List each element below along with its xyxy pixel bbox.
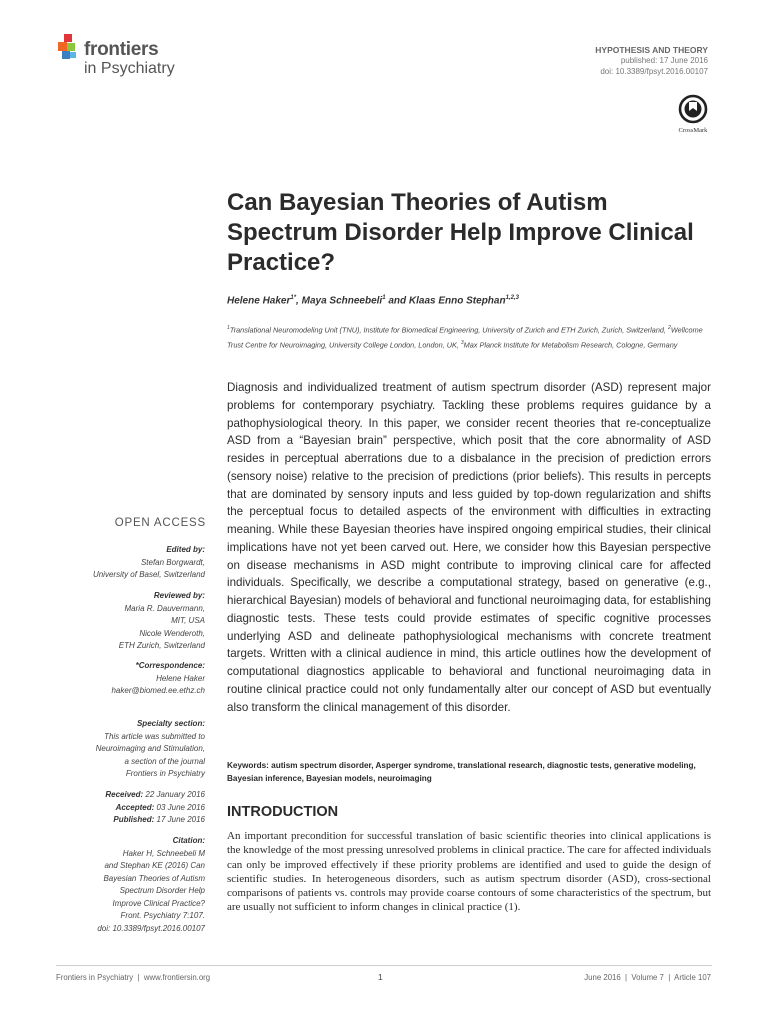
abstract: Diagnosis and individualized treatment of autism spectrum disorder (ASD) represent major problems for contemporary psychiatry. Tackling these problems requires guidance by a pathophysiological theory. In this paper, we consider recent theories that re-conceptualize ASD from a “Bayesian brain” perspective, which posit that the core abnormality of ASD resides in perceptual aberrations due to a disbalance in the precision of prediction errors (sensory noise) relative to the precision of predictions (prior beliefs). This results in percepts that are dominated by sensory inputs and less guided by top-down regularization and shifts the perceptual focus to detailed aspects of the environment with difficulties in extracting meaning. While these Bayesian theories have inspired ongoing empirical studies, their clinical implications have not yet been carved out. Here, we consider how this Bayesian perspective on disease mechanisms in ASD might contribute to improving clinical care for affected individuals. Specifically, we describe a computational strategy, based on generative (e.g., hierarchical Bayesian) models of behavioral and functional neuroimaging data, for establishing diagnostic tests. These tests could provide estimates of specific cognitive processes underlying ASD and delineate pathophysiological mechanisms with concrete treatment targets. Written with a clinical audience in mind, this article outlines how the development of computational diagnostics applicable to behavioral and functional neuroimaging data in routine clinical practice could not only fundamentally alter our concept of ASD but eventually also transform the clinical management of this disorder. [227, 381, 711, 714]
specialty-line: Frontiers in Psychiatry [125, 769, 205, 778]
accepted-date: 03 June 2016 [156, 802, 205, 812]
affiliation-mark: 1 [227, 325, 230, 331]
accepted-label: Accepted: [115, 802, 155, 812]
citation-label: Citation: [172, 836, 205, 845]
logo-journal-name: in Psychiatry [84, 60, 175, 77]
citation-line: Bayesian Theories of Autism [103, 873, 205, 883]
author-separator: , [296, 295, 302, 307]
correspondence-email[interactable]: haker@biomed.ee.ethz.ch [111, 686, 205, 695]
specialty-section-block [96, 718, 205, 781]
affiliation-text: Translational Neuromodeling Unit (TNU), Institute for Biomedical Engineering, University of Zurich and ETH Zurich, Zurich, Switzerland, [229, 325, 669, 335]
author-name[interactable]: Helene Haker [227, 295, 291, 307]
editor-affiliation: University of Basel, Switzerland [92, 570, 205, 579]
author-list [227, 295, 519, 306]
published-date-sidebar: 17 June 2016 [156, 815, 205, 824]
article-type: HYPOTHESIS AND THEORY [595, 45, 708, 55]
affiliation-text: Wellcome Trust Centre for Neuroimaging, University College London, London, UK, [227, 325, 703, 350]
reviewer-affiliation: ETH Zurich, Switzerland [118, 641, 205, 650]
affiliations [227, 322, 713, 352]
correspondence-name: Helene Haker [156, 673, 205, 683]
citation-line: Haker H, Schneebeli M [122, 848, 205, 858]
correspondence-label: *Correspondence: [135, 661, 205, 670]
author-name[interactable]: Klaas Enno Stephan [408, 295, 506, 307]
article-title: Can Bayesian Theories of Autism Spectrum Disorder Help Improve Clinical Practice? [227, 189, 694, 276]
specialty-line: This article was submitted to [104, 731, 205, 741]
doi: doi: 10.3389/fpsyt.2016.00107 [600, 67, 708, 76]
author-affiliation-mark: 1,2,3 [505, 295, 519, 301]
specialty-line: a section of the journal [124, 756, 205, 766]
affiliation-mark: 2 [668, 325, 671, 331]
published-label: Published: [113, 815, 155, 824]
author-separator: and [385, 295, 409, 307]
correspondence-block [111, 660, 205, 698]
citation-block [97, 835, 205, 935]
received-label: Received: [105, 790, 144, 799]
reviewer-affiliation: MIT, USA [171, 616, 205, 625]
author-affiliation-mark: 1* [290, 295, 297, 301]
reviewer-name[interactable]: Maria R. Dauvermann, [124, 603, 205, 613]
affiliation-mark: 3 [460, 339, 464, 346]
frontiers-logo-icon [58, 34, 80, 62]
page-number: 1 [378, 972, 383, 982]
reviewed-by-block [119, 590, 205, 653]
citation-doi[interactable]: doi: 10.3389/fpsyt.2016.00107 [97, 923, 205, 933]
reviewer-name[interactable]: Nicole Wenderoth, [139, 628, 205, 638]
logo-wordmark: frontiers [84, 39, 159, 60]
citation-line: and Stephan KE (2016) Can [104, 861, 205, 870]
introduction-paragraph: An important precondition for successful translation of basic scientific theories into clinical applications is the knowledge of the most pressing unresolved problems in clinical practice. The care for affected individuals can only be improved effectively if these priority problems are identified and used to guide the design of scientific studies. In heterogeneous disorders, such as autism spectrum disorder (ASD), cross-sectional comparisons of patients vs. controls may provide coarse contours of some characteristics of the spectrum, but are usually not sufficient to inform changes in clinical practice (1). [227, 830, 711, 914]
footer-divider [56, 965, 712, 966]
editor-name[interactable]: Stefan Borgwardt, [140, 557, 205, 567]
open-access-label: OPEN ACCESS [114, 517, 206, 529]
reviewed-by-label: Reviewed by: [153, 591, 205, 600]
citation-line: Spectrum Disorder Help [119, 886, 205, 895]
edited-by-label: Edited by: [166, 545, 205, 554]
affiliation-text: Max Planck Institute for Metabolism Research, Cologne, Germany [463, 340, 678, 350]
citation-line: Improve Clinical Practice? [112, 898, 205, 908]
section-heading-introduction: INTRODUCTION [227, 804, 339, 820]
received-date: 22 January 2016 [145, 790, 205, 799]
specialty-line: Neuroimaging and Stimulation, [95, 744, 205, 753]
author-affiliation-mark: 1 [382, 295, 386, 301]
published-date: published: 17 June 2016 [620, 56, 708, 65]
keywords [227, 760, 711, 785]
dates-block [105, 789, 205, 827]
specialty-label: Specialty section: [136, 719, 205, 728]
author-name[interactable]: Maya Schneebeli [301, 295, 383, 307]
keywords-list: autism spectrum disorder, Asperger syndrome, translational research, diagnostic tests, generative modeling, Bayesian inference, Bayesian models, neuroimaging [227, 761, 696, 783]
footer-journal-link[interactable]: Frontiers in Psychiatry | www.frontiersin.org [56, 973, 211, 982]
citation-line: Front. Psychiatry 7:107. [120, 911, 205, 920]
crossmark-label: CrossMark [678, 127, 708, 134]
keywords-label: Keywords: [227, 761, 269, 770]
footer-volume-info: June 2016 | Volume 7 | Article 107 [584, 973, 711, 982]
edited-by-block [93, 544, 205, 582]
